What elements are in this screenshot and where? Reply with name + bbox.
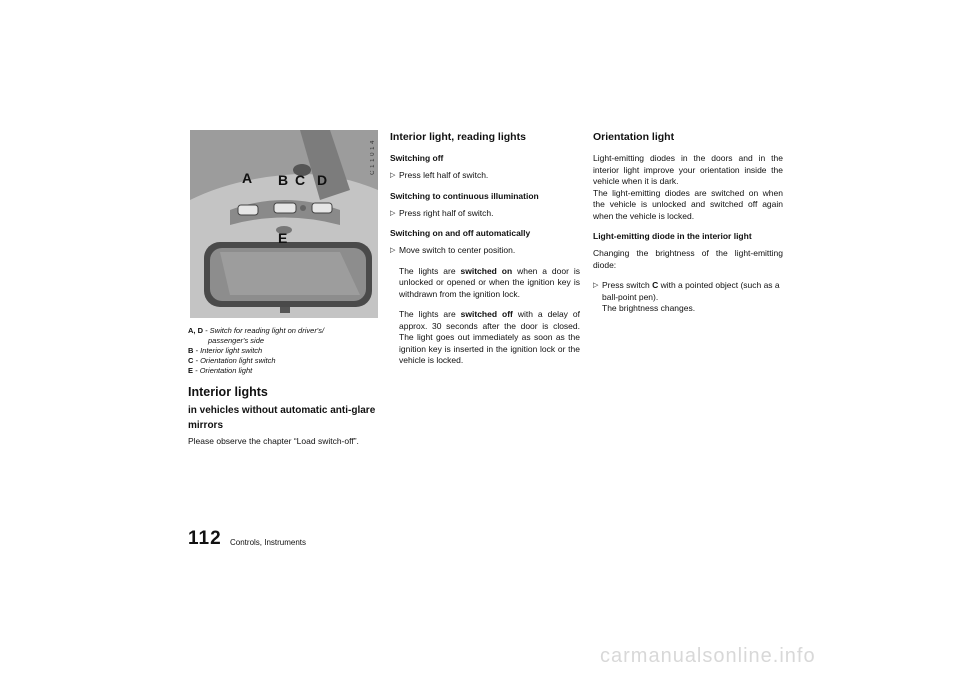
caption-key-b: B <box>188 346 194 355</box>
figure-label-b: B <box>278 172 289 188</box>
section-title: Interior lights <box>188 385 268 399</box>
led-step-post: with a pointed object (such as a ball-point pen). <box>602 280 780 302</box>
section-subtitle: in vehicles without automatic anti-glare mirrors <box>188 405 376 431</box>
switched-off-paragraph <box>390 309 580 367</box>
page-number: 112 <box>188 528 222 549</box>
watermark: carmanualsonline.info <box>600 645 816 667</box>
p2-bold: switched off <box>460 309 513 319</box>
switched-on-paragraph <box>390 266 580 301</box>
figure-label-e: E <box>278 230 288 246</box>
orientation-p1: Light-emitting diodes in the doors and in the interior light improve your orientation inside the vehicle when it is dark. <box>593 153 783 186</box>
figure-label-c: C <box>295 172 306 188</box>
caption-text-c: - Orientation light switch <box>195 356 276 365</box>
auto-heading: Switching on and off automatically <box>390 228 531 238</box>
interior-light-column <box>390 131 580 376</box>
continuous-heading: Switching to continuous illumination <box>390 190 539 201</box>
figure-code: C 1 1 0 1 4 <box>370 140 376 175</box>
p2-pre: The lights are <box>399 309 461 319</box>
auto-step: ▷ Move switch to center position. <box>390 245 580 257</box>
p1-bold: switched on <box>460 265 513 276</box>
switching-off-step: ▷ Press left half of switch. <box>390 170 580 182</box>
continuous-step: ▷ Press right half of switch. <box>390 208 580 220</box>
caption-key-e: E <box>188 366 194 375</box>
p2-post: with a delay of approx. 30 seconds after the door is closed. The light goes out immediately as soon as the ignition key is inserted in the ignition lock or the vehicle is locked. <box>399 309 580 365</box>
switching-off-heading: Switching off <box>390 153 444 163</box>
led-step <box>593 280 783 303</box>
led-p3: Changing the brightness of the light-emitting diode: <box>593 248 783 270</box>
figure-label-a: A <box>242 170 253 186</box>
section-name: Controls, Instruments <box>230 538 307 547</box>
caption-key-ad: A, D <box>188 326 203 335</box>
led-step-bold: C <box>652 280 659 290</box>
orientation-light-column <box>593 131 783 315</box>
led-heading: Light-emitting diode in the interior light <box>593 231 752 241</box>
interior-light-heading: Interior light, reading lights <box>390 131 526 143</box>
caption-key-c: C <box>188 356 194 365</box>
led-step-pre: Press switch <box>602 280 653 290</box>
load-switchoff-note: Please observe the chapter “Load switch-off”. <box>188 436 359 446</box>
p1-post: when a door is unlocked or opened or when the ignition key is withdrawn from the ignition lock. <box>399 265 580 299</box>
caption-text-ad-cont: passenger's side <box>208 336 265 345</box>
figure-caption <box>188 326 388 376</box>
led-result: The brightness changes. <box>602 303 696 313</box>
interior-light-figure <box>190 130 378 318</box>
caption-text-e: - Orientation light <box>195 366 253 375</box>
caption-text-ad: - Switch for reading light on driver's/ <box>205 326 325 335</box>
figure-label-d: D <box>317 172 328 188</box>
orientation-p2: The light-emitting diodes are switched on when the vehicle is unlocked and switched off again when the vehicle is locked. <box>593 187 783 221</box>
interior-light-illustration <box>190 130 378 318</box>
p1-pre: The lights are <box>399 265 461 276</box>
orientation-light-heading: Orientation light <box>593 131 675 143</box>
caption-text-b: - Interior light switch <box>195 346 263 355</box>
